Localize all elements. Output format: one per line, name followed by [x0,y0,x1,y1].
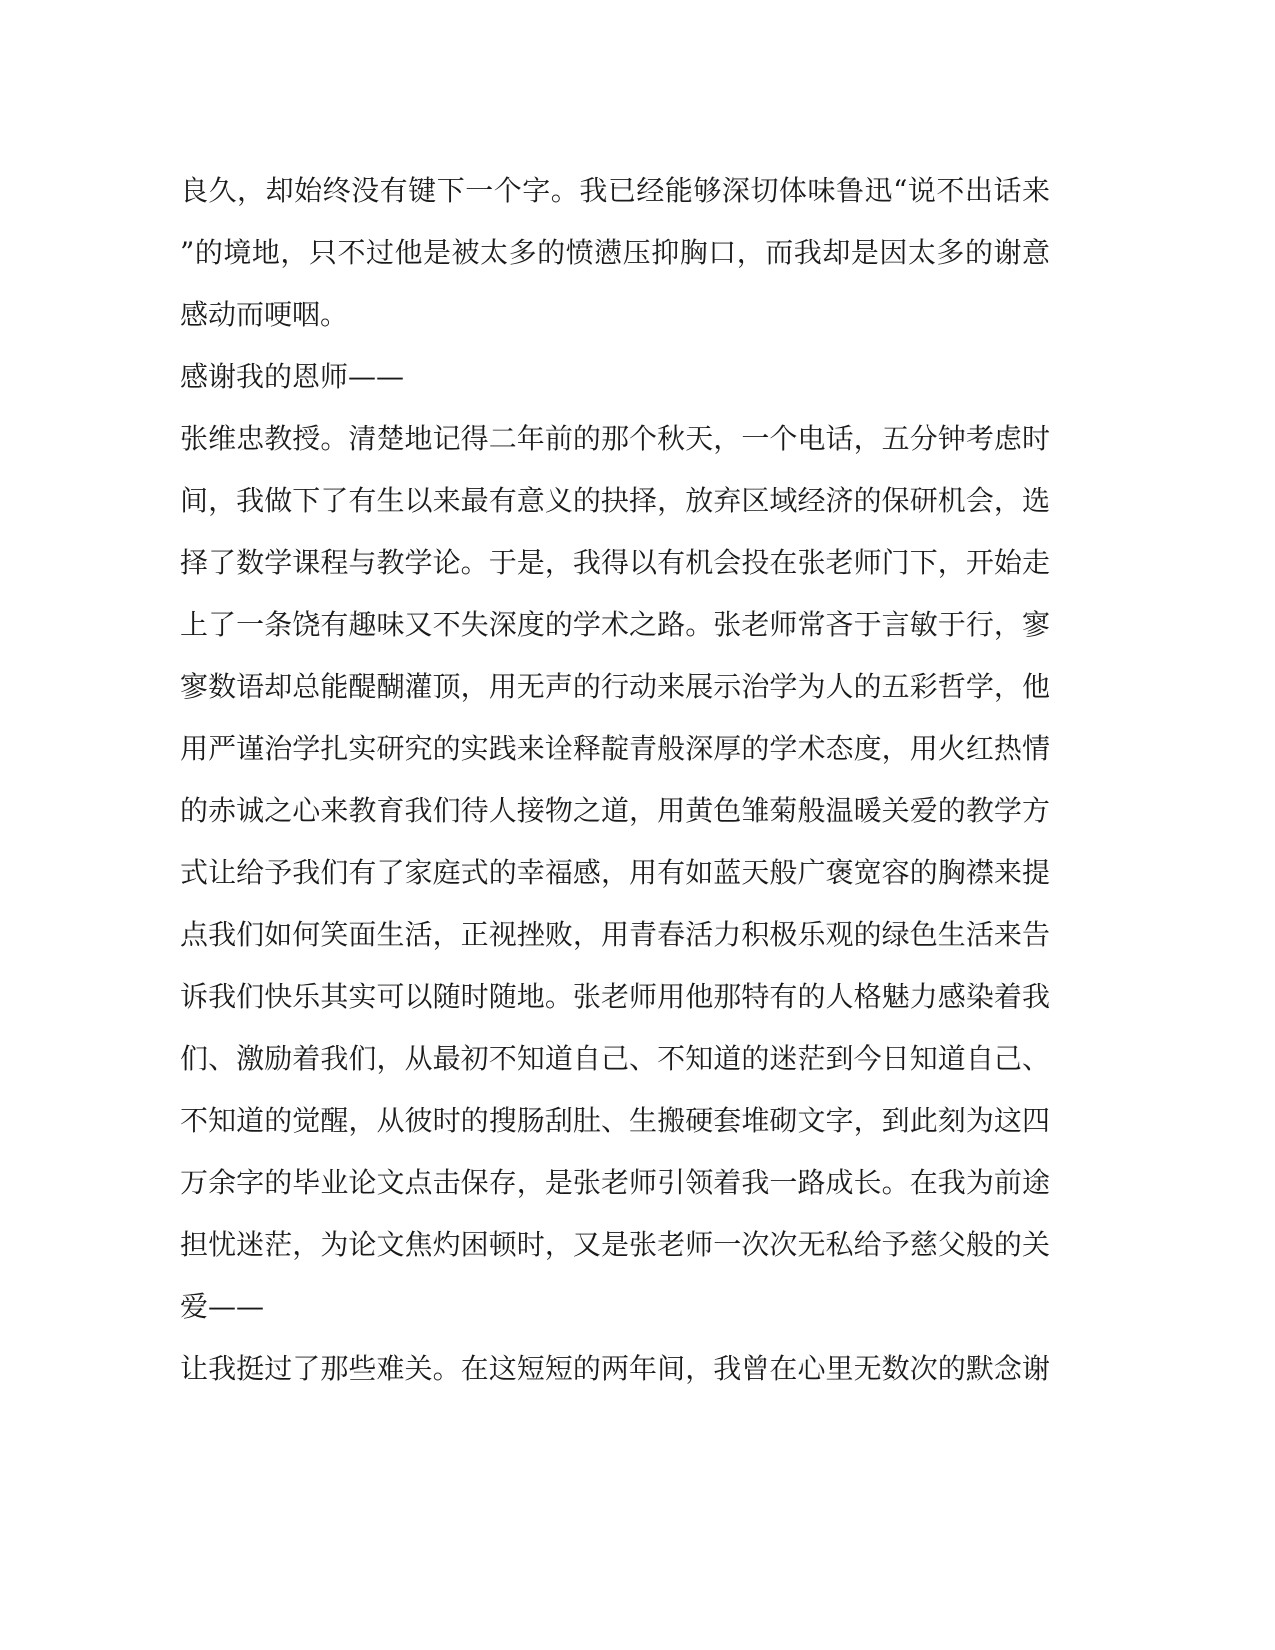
text-line: 良久，却始终没有键下一个字。我已经能够深切体味鲁迅“说不出话来 [180,174,1050,207]
text-line: 不知道的觉醒，从彼时的搜肠刮肚、生搬硬套堆砌文字，到此刻为这四 [180,1104,1050,1137]
text-line: 间，我做下了有生以来最有意义的抉择，放弃区域经济的保研机会，选 [180,484,1050,517]
text-line: 爱—— [180,1290,265,1323]
text-line: 寥数语却总能醍醐灌顶，用无声的行动来展示治学为人的五彩哲学，他 [180,670,1050,703]
text-line: 式让给予我们有了家庭式的幸福感，用有如蓝天般广褒宽容的胸襟来提 [180,856,1050,889]
text-line: 们、激励着我们，从最初不知道自己、不知道的迷茫到今日知道自己、 [180,1042,1050,1075]
text-line: 万余字的毕业论文点击保存，是张老师引领着我一路成长。在我为前途 [180,1166,1050,1199]
text-line: 担忧迷茫，为论文焦灼困顿时，又是张老师一次次无私给予慈父般的关 [180,1228,1050,1261]
text-line: 上了一条饶有趣味又不失深度的学术之路。张老师常吝于言敏于行，寥 [180,608,1050,641]
text-line: 感动而哽咽。 [180,298,349,331]
text-line: 诉我们快乐其实可以随时随地。张老师用他那特有的人格魅力感染着我 [180,980,1050,1013]
text-line: 的赤诚之心来教育我们待人接物之道，用黄色雏菊般温暖关爱的教学方 [180,794,1050,827]
text-line: ”的境地，只不过他是被太多的愤懑压抑胸口，而我却是因太多的谢意 [180,236,1050,269]
text-line: 点我们如何笑面生活，正视挫败，用青春活力积极乐观的绿色生活来告 [180,918,1050,951]
text-line: 择了数学课程与教学论。于是，我得以有机会投在张老师门下，开始走 [180,546,1050,579]
text-line: 用严谨治学扎实研究的实践来诠释靛青般深厚的学术态度，用火红热情 [180,732,1050,765]
text-line: 张维忠教授。清楚地记得二年前的那个秋天，一个电话，五分钟考虑时 [180,422,1050,455]
text-line: 感谢我的恩师—— [180,360,405,393]
body-text [180,160,1050,1400]
text-line: 让我挺过了那些难关。在这短短的两年间，我曾在心里无数次的默念谢 [180,1352,1050,1385]
